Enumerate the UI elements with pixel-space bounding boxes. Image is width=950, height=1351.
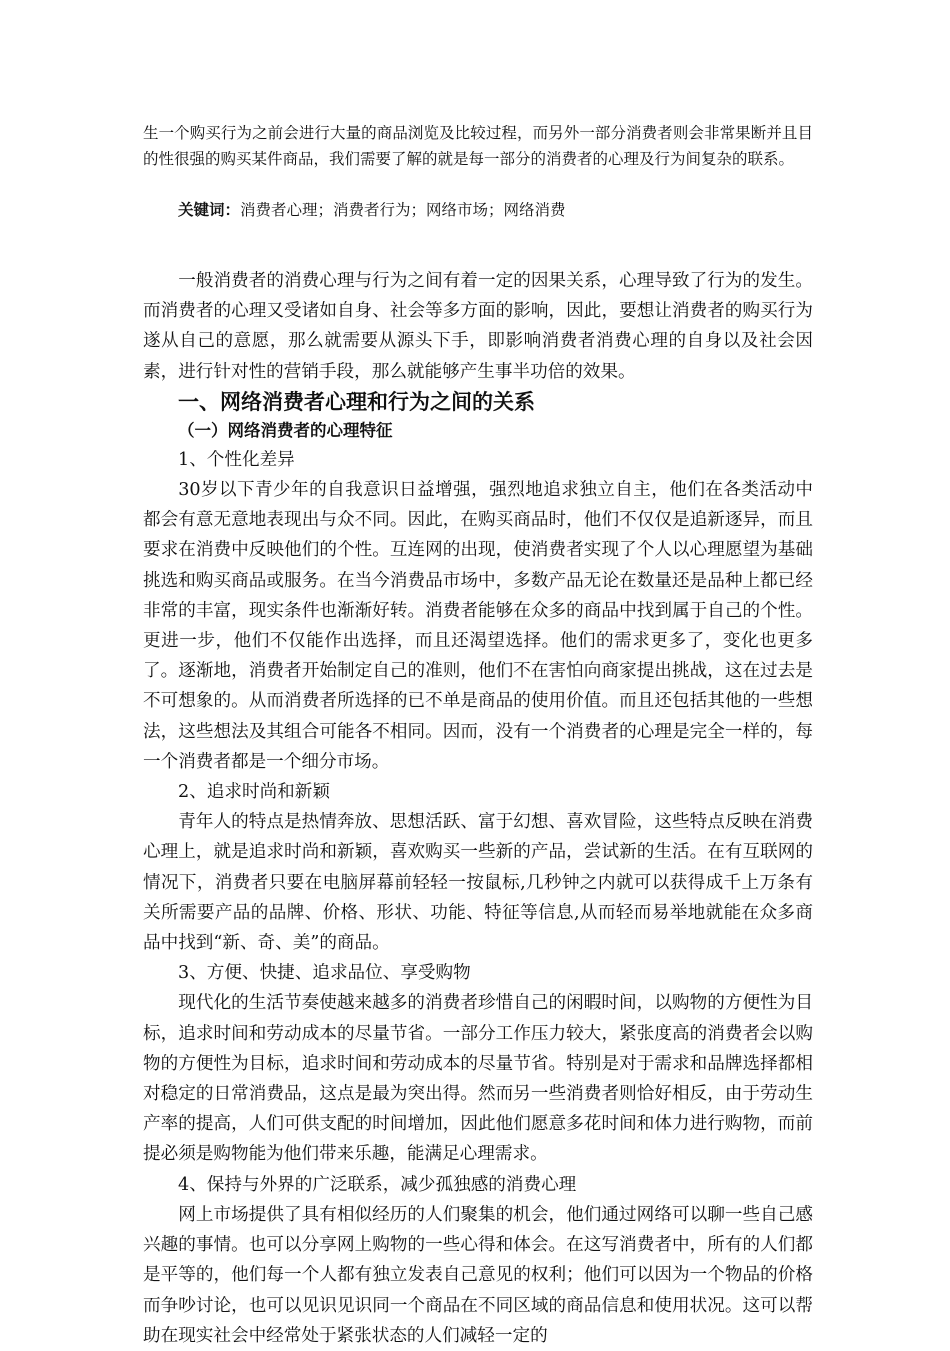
item-heading-2: 2、追求时尚和新颖	[178, 782, 330, 803]
item-heading-1: 1、个性化差异	[178, 449, 295, 470]
subsection-heading: （一）网络消费者的心理特征	[178, 420, 393, 440]
item-paragraph-2: 青年人的特点是热情奔放、思想活跃、富于幻想、喜欢冒险，这些特点反映在消费心理上，就是追求时尚和新颖，喜欢购买一些新的产品，尝试新的生活。在有互联网的情况下，消费者只要在电脑屏幕前轻轻一按鼠标,几秒钟之内就可以获得成千上万条有关所需要产品的品牌、价格、形状、功能、特征等信息,从而轻而易举地就能在众多商品中找到“新、奇、美”的商品。	[143, 812, 813, 954]
item-paragraph-4: 网上市场提供了具有相似经历的人们聚集的机会，他们通过网络可以聊一些自己感兴趣的事情。也可以分享网上购物的一些心得和体会。在这写消费者中，所有的人们都是平等的，他们每一个人都有独立发表自己意见的权利；他们可以因为一个物品的价格而争吵讨论，也可以见识见识同一个商品在不同区域的商品信息和使用状况。这可以帮助在现实社会中经常处于紧张状态的人们减轻一定的	[143, 1204, 813, 1346]
keywords-text: 消费者心理；消费者行为；网络市场；网络消费	[240, 201, 566, 219]
intro-paragraph: 一般消费者的消费心理与行为之间有着一定的因果关系，心理导致了行为的发生。而消费者的心理又受诸如自身、社会等多方面的影响，因此，要想让消费者的购买行为遂从自己的意愿，那么就需要从源头下手，即影响消费者消费心理的自身以及社会因素，进行针对性的营销手段，那么就能够产生事半功倍的效果。	[143, 271, 813, 382]
item-heading-3: 3、方便、快捷、追求品位、享受购物	[178, 963, 471, 984]
item-paragraph-3: 现代化的生活节奏使越来越多的消费者珍惜自己的闲暇时间，以购物的方便性为目标，追求时间和劳动成本的尽量节省。一部分工作压力较大，紧张度高的消费者会以购物的方便性为目标，追求时间和劳动成本的尽量节省。特别是对于需求和品牌选择都相对稳定的日常消费品，这点是最为突出得。然而另一些消费者则恰好相反，由于劳动生产率的提高，人们可供支配的时间增加，因此他们愿意多花时间和体力进行购物，而前提必须是购物能为他们带来乐趣，能满足心理需求。	[143, 993, 813, 1165]
document-body	[143, 266, 813, 1351]
section-heading: 一、网络消费者心理和行为之间的关系	[178, 389, 535, 414]
keywords-line	[178, 197, 818, 223]
keywords-label: 关键词：	[178, 201, 241, 219]
item-paragraph-1: 30岁以下青少年的自我意识日益增强，强烈地追求独立自主，他们在各类活动中都会有意无意地表现出与众不同。因此，在购买商品时，他们不仅仅是追新逐异，而且要求在消费中反映他们的个性。互连网的出现，使消费者实现了个人以心理愿望为基础挑选和购买商品或服务。在当今消费品市场中，多数产品无论在数量还是品种上都已经非常的丰富，现实条件也渐渐好转。消费者能够在众多的商品中找到属于自己的个性。更进一步，他们不仅能作出选择，而且还渴望选择。他们的需求更多了，变化也更多了。逐渐地，消费者开始制定自己的准则，他们不在害怕向商家提出挑战，这在过去是不可想象的。从而消费者所选择的已不单是商品的使用价值。而且还包括其他的一些想法，这些想法及其组合可能各不相同。因而，没有一个消费者的心理是完全一样的，每一个消费者都是一个细分市场。	[143, 480, 813, 772]
item-heading-4: 4、保持与外界的广泛联系，减少孤独感的消费心理	[178, 1174, 577, 1195]
abstract-tail: 生一个购买行为之前会进行大量的商品浏览及比较过程，而另外一部分消费者则会非常果断并且目的性很强的购买某件商品，我们需要了解的就是每一部分的消费者的心理及行为间复杂的联系。	[143, 124, 813, 168]
